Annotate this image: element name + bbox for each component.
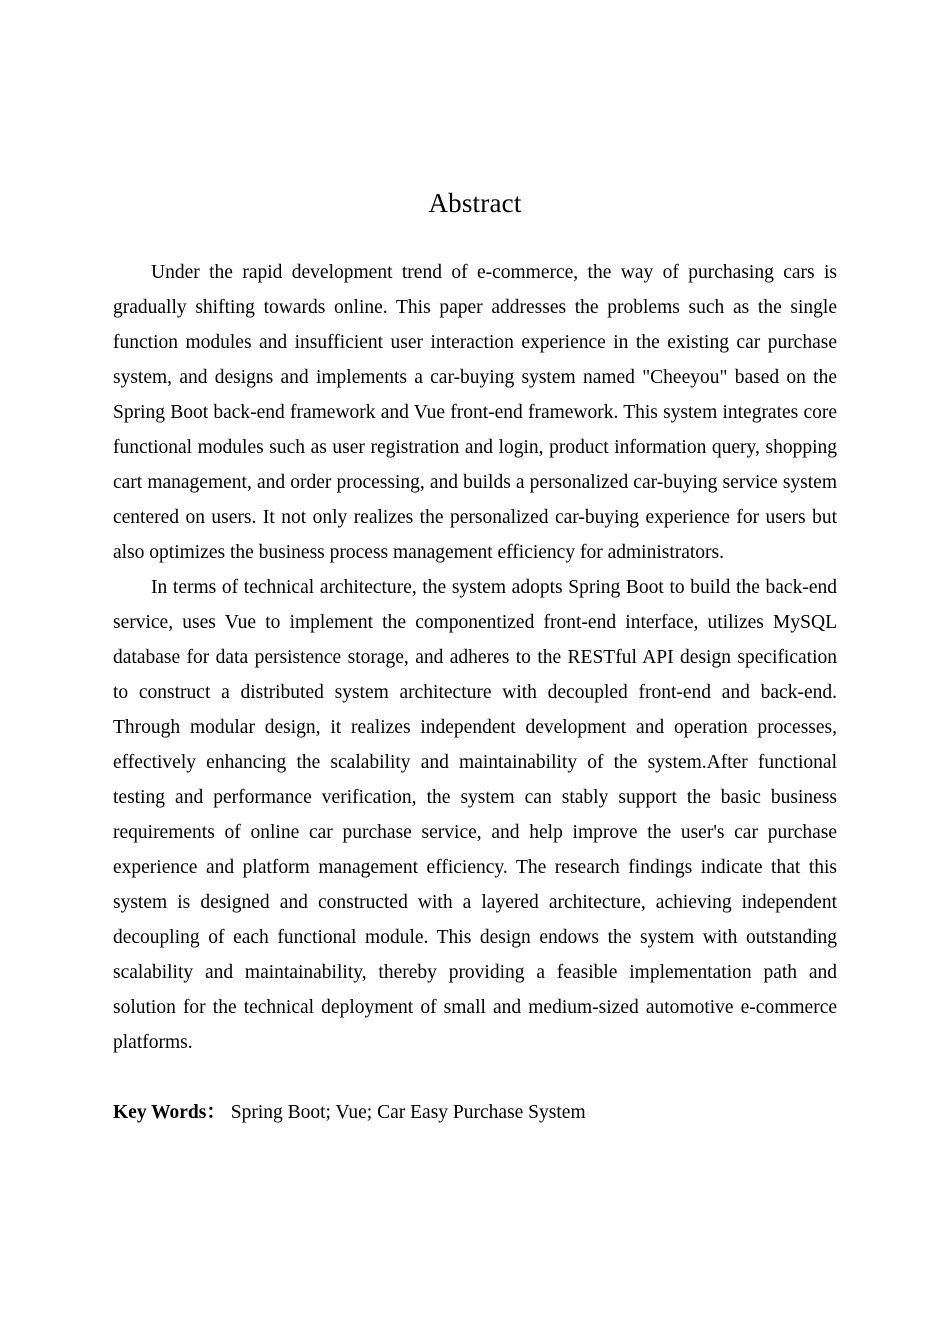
keywords-label: Key Words	[113, 1102, 207, 1123]
abstract-body	[113, 255, 837, 1130]
keywords-value: Spring Boot; Vue; Car Easy Purchase System	[230, 1102, 586, 1123]
abstract-paragraph-1: Under the rapid development trend of e-commerce, the way of purchasing cars is gradually shifting towards online. This paper addresses the problems such as the single function modules and insufficient user interaction experience in the existing car purchase system, and designs and implements a car-buying system named "Cheeyou" based on the Spring Boot back-end framework and Vue front-end framework. This system integrates core functional modules such as user registration and login, product information query, shopping cart management, and order processing, and builds a personalized car-buying service system centered on users. It not only realizes the personalized car-buying experience for users but also optimizes the business process management efficiency for administrators.	[113, 262, 837, 563]
keywords-separator: ：	[206, 1102, 226, 1123]
keywords-line	[113, 1060, 837, 1130]
page-title: Abstract	[428, 188, 522, 219]
abstract-paragraph-2: In terms of technical architecture, the system adopts Spring Boot to build the back-end service, uses Vue to implement the componentized front-end interface, utilizes MySQL database for data persistence storage, and adheres to the RESTful API design specification to construct a distributed system architecture with decoupled front-end and back-end. Through modular design, it realizes independent development and operation processes, effectively enhancing the scalability and maintainability of the system.After functional testing and performance verification, the system can stably support the basic business requirements of online car purchase service, and help improve the user's car purchase experience and platform management efficiency. The research findings indicate that this system is designed and constructed with a layered architecture, achieving independent decoupling of each functional module. This design endows the system with outstanding scalability and maintainability, thereby providing a feasible implementation path and solution for the technical deployment of small and medium-sized automotive e-commerce platforms.	[113, 577, 837, 1053]
